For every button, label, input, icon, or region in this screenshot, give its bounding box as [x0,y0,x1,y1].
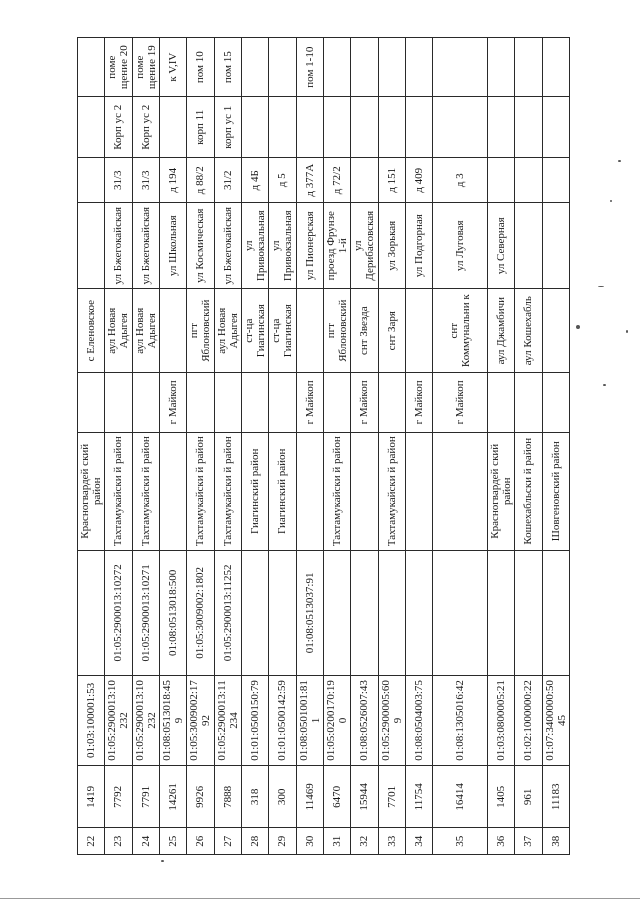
cadastral-number: 01:01:0500150:79 [241,675,268,765]
flat-cell: пом 15 [214,38,241,97]
record-id: 9926 [187,766,214,828]
house-cell: д 88/2 [187,158,214,203]
house-cell [78,158,105,203]
building-cell: корп ус 1 [214,97,241,158]
parent-cadastral-number: 01:05:2900013:10271 [132,551,159,676]
street-cell: ул Бжегокайская [132,203,159,289]
record-id: 7888 [214,766,241,828]
city-cell [105,373,132,432]
building-cell: Корп ус 2 [132,97,159,158]
building-cell [487,97,514,158]
parent-cadastral-number [351,551,378,676]
house-cell: 31/3 [105,158,132,203]
house-cell: 31/3 [132,158,159,203]
row-number: 34 [405,828,432,855]
flat-cell: к V,IV [159,38,186,97]
cadastral-number: 01:08:1305016:42 [433,675,488,765]
building-cell [269,97,296,158]
table-row [323,38,350,855]
flat-cell [515,38,542,97]
street-cell: ул Луговая [433,203,488,289]
district-cell [433,432,488,550]
record-id: 11183 [542,766,569,828]
flat-cell [323,38,350,97]
flat-cell [241,38,268,97]
record-id: 11469 [296,766,323,828]
record-id: 7701 [378,766,405,828]
house-cell: д 72/2 [323,158,350,203]
table-row [296,38,323,855]
settlement-cell [405,289,432,373]
row-number: 25 [159,828,186,855]
parent-cadastral-number: 01:05:3009002:1802 [187,551,214,676]
city-cell: г Майкоп [433,373,488,432]
rotated-table-wrapper [77,37,570,855]
building-cell [323,97,350,158]
cadastral-number: 01:08:0501001:811 [296,675,323,765]
district-cell: Кошехабльски й район [515,432,542,550]
settlement-cell: аул Новая Адыгея [105,289,132,373]
settlement-cell [159,289,186,373]
scan-speck [603,384,606,386]
city-cell: г Майкоп [351,373,378,432]
building-cell [433,97,488,158]
city-cell [515,373,542,432]
table-row [378,38,405,855]
building-cell [378,97,405,158]
table-row [487,38,514,855]
scan-speck [618,160,621,162]
house-cell: д 409 [405,158,432,203]
parent-cadastral-number [405,551,432,676]
flat-cell: поме щение 20 [105,38,132,97]
parent-cadastral-number: 01:08:0513037:91 [296,551,323,676]
row-number: 33 [378,828,405,855]
table-row [214,38,241,855]
cadastral-number: 01:02:1000000:22 [515,675,542,765]
settlement-cell: с Еленовское [78,289,105,373]
city-cell [269,373,296,432]
cadastral-number: 01:05:0200170:190 [323,675,350,765]
house-cell: 31/2 [214,158,241,203]
district-cell [351,432,378,550]
street-cell [78,203,105,289]
district-cell: Тахтамукайски й район [105,432,132,550]
scan-speck [576,325,580,329]
house-cell: д 377А [296,158,323,203]
district-cell: Тахтамукайски й район [323,432,350,550]
row-number: 32 [351,828,378,855]
city-cell [487,373,514,432]
record-id: 16414 [433,766,488,828]
flat-cell [542,38,569,97]
table-row [542,38,569,855]
page-bottom-edge [0,898,640,899]
parent-cadastral-number: 01:05:2900013:11252 [214,551,241,676]
table-row [405,38,432,855]
flat-cell: пом 10 [187,38,214,97]
table-row [351,38,378,855]
house-cell: д 5 [269,158,296,203]
street-cell: ул Дерибасовская [351,203,378,289]
district-cell [405,432,432,550]
cadastral-number: 01:07:3400000:5045 [542,675,569,765]
row-number: 29 [269,828,296,855]
settlement-cell: аул Новая Адыгея [214,289,241,373]
table-row [78,38,105,855]
row-number: 26 [187,828,214,855]
district-cell: Шовгеновский район [542,432,569,550]
flat-cell [78,38,105,97]
house-cell [515,158,542,203]
street-cell: ул Пионерская [296,203,323,289]
street-cell [515,203,542,289]
scan-speck [161,860,164,862]
parent-cadastral-number [433,551,488,676]
city-cell [214,373,241,432]
row-number: 30 [296,828,323,855]
building-cell: Корп ус 2 [105,97,132,158]
settlement-cell: снт Заря [378,289,405,373]
building-cell [159,97,186,158]
cadastral-number: 01:08:0504003:75 [405,675,432,765]
flat-cell [433,38,488,97]
street-cell: ул Привокзальная [241,203,268,289]
house-cell: д 3 [433,158,488,203]
building-cell [296,97,323,158]
cadastral-number: 01:08:0513018:459 [159,675,186,765]
row-number: 27 [214,828,241,855]
record-id: 300 [269,766,296,828]
building-cell: корп 11 [187,97,214,158]
cadastral-number: 01:08:0526007:43 [351,675,378,765]
row-number: 38 [542,828,569,855]
settlement-cell: ст-ца Гиагинская [269,289,296,373]
table-row [515,38,542,855]
settlement-cell: аул Новая Адыгея [132,289,159,373]
row-number: 24 [132,828,159,855]
district-cell: Красногвардей ский район [78,432,105,550]
building-cell [351,97,378,158]
record-id: 7792 [105,766,132,828]
row-number: 36 [487,828,514,855]
city-cell [187,373,214,432]
street-cell: ул Северная [487,203,514,289]
house-cell [351,158,378,203]
building-cell [515,97,542,158]
settlement-cell [296,289,323,373]
record-id: 15944 [351,766,378,828]
record-id: 318 [241,766,268,828]
city-cell [542,373,569,432]
record-id: 6470 [323,766,350,828]
parent-cadastral-number [241,551,268,676]
flat-cell: поме щение 19 [132,38,159,97]
table-row [132,38,159,855]
building-cell [405,97,432,158]
district-cell: Тахтамукайски й район [214,432,241,550]
settlement-cell: снт Коммунальни к [433,289,488,373]
cadastral-number: 01:05:2900013:10232 [105,675,132,765]
building-cell [241,97,268,158]
city-cell: г Майкоп [296,373,323,432]
city-cell [378,373,405,432]
city-cell [241,373,268,432]
street-cell: ул Привокзальная [269,203,296,289]
record-id: 14261 [159,766,186,828]
parent-cadastral-number [542,551,569,676]
district-cell: Тахтамукайски й район [187,432,214,550]
city-cell: г Майкоп [159,373,186,432]
cadastral-number: 01:05:3009002:1792 [187,675,214,765]
flat-cell [269,38,296,97]
row-number: 23 [105,828,132,855]
building-cell [542,97,569,158]
parent-cadastral-number [323,551,350,676]
house-cell: д 4Б [241,158,268,203]
cadastral-number: 01:05:2900005:609 [378,675,405,765]
settlement-cell: аул Кошехабль [515,289,542,373]
house-cell [487,158,514,203]
street-cell: ул Бжегокайская [105,203,132,289]
parent-cadastral-number [269,551,296,676]
record-id: 961 [515,766,542,828]
settlement-cell: снт Звезда [351,289,378,373]
street-cell: проезд Фрунзе 1-й [323,203,350,289]
street-cell: ул Школьная [159,203,186,289]
record-id: 7791 [132,766,159,828]
property-register-table [77,37,570,855]
street-cell: ул Космическая [187,203,214,289]
district-cell: Гиагинский район [269,432,296,550]
parent-cadastral-number: 01:08:0513018:500 [159,551,186,676]
city-cell [132,373,159,432]
record-id: 1405 [487,766,514,828]
city-cell [323,373,350,432]
city-cell: г Майкоп [405,373,432,432]
table-row [433,38,488,855]
cadastral-number: 01:05:2900013:11234 [214,675,241,765]
parent-cadastral-number [515,551,542,676]
flat-cell [405,38,432,97]
district-cell [296,432,323,550]
house-cell [542,158,569,203]
city-cell [78,373,105,432]
flat-cell: пом 1-10 [296,38,323,97]
street-cell: ул Зорькая [378,203,405,289]
street-cell: ул Подгорная [405,203,432,289]
table-row [159,38,186,855]
row-number: 37 [515,828,542,855]
scan-speck [626,330,628,333]
cadastral-number: 01:03:100001:53 [78,675,105,765]
parent-cadastral-number [378,551,405,676]
row-number: 28 [241,828,268,855]
street-cell: ул Бжегокайская [214,203,241,289]
flat-cell [351,38,378,97]
table-row [187,38,214,855]
table-row [269,38,296,855]
settlement-cell: ст-ца Гиагинская [241,289,268,373]
row-number: 35 [433,828,488,855]
record-id: 1419 [78,766,105,828]
settlement-cell: пгт Яблоновский [323,289,350,373]
parent-cadastral-number [78,551,105,676]
row-number: 22 [78,828,105,855]
table-row [105,38,132,855]
district-cell: Гиагинский район [241,432,268,550]
street-cell [542,203,569,289]
record-id: 11754 [405,766,432,828]
district-cell: Красногвардей ский район [487,432,514,550]
settlement-cell [542,289,569,373]
district-cell: Тахтамукайски й район [378,432,405,550]
cadastral-number: 01:01:0500142:59 [269,675,296,765]
scan-speck [598,286,604,287]
district-cell: Тахтамукайски й район [132,432,159,550]
house-cell: д 194 [159,158,186,203]
cadastral-number: 01:03:0800005:21 [487,675,514,765]
building-cell [78,97,105,158]
table-row [241,38,268,855]
parent-cadastral-number: 01:05:2900013:10272 [105,551,132,676]
flat-cell [378,38,405,97]
settlement-cell: пгт Яблоновский [187,289,214,373]
cadastral-number: 01:05:2900013:10232 [132,675,159,765]
row-number: 31 [323,828,350,855]
parent-cadastral-number [487,551,514,676]
district-cell [159,432,186,550]
settlement-cell: аул Джамбичи [487,289,514,373]
house-cell: д 151 [378,158,405,203]
scan-speck [610,200,612,202]
flat-cell [487,38,514,97]
